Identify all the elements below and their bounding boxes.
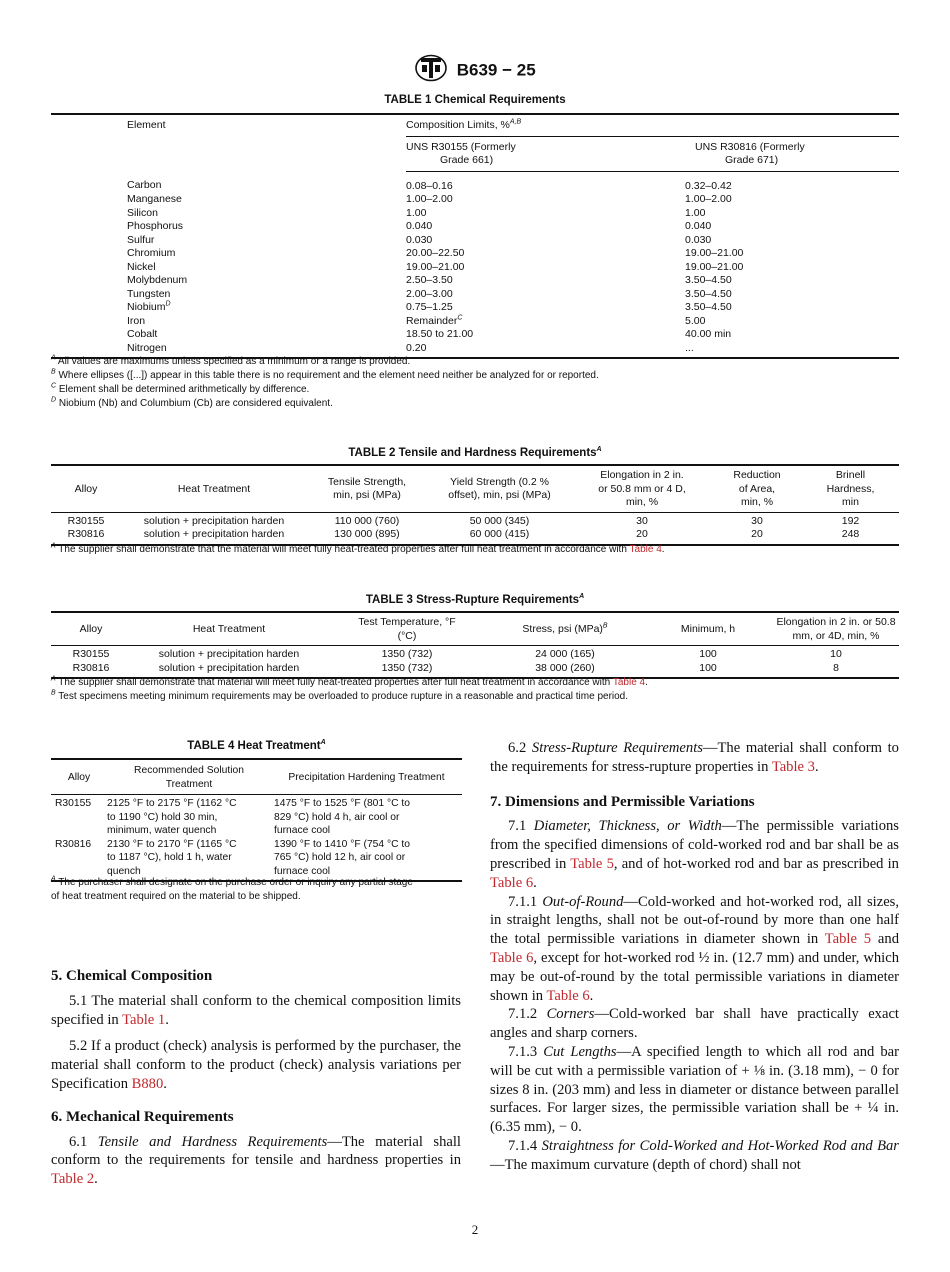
table2-cell: 30 xyxy=(636,514,648,527)
para-6-1: 6.1 Tensile and Hardness Requirements—The material shall conform to the requirements for tensile and hardness properties in Table 2. xyxy=(51,1133,461,1188)
table2-cell: 30 xyxy=(751,514,763,527)
table1-r30816-cell: 19.00–21.00 xyxy=(685,247,744,259)
table1-element-cell: Carbon xyxy=(127,179,162,191)
table2-cell: 50 000 (345) xyxy=(469,514,530,527)
table3-footnote-link[interactable]: Table 4 xyxy=(612,677,646,688)
table1-r30816-cell: 0.030 xyxy=(685,233,712,246)
table2-header-cell: Yield Strength (0.2 % offset), min, psi (MPa) xyxy=(427,465,572,512)
section5-heading: 5. Chemical Composition xyxy=(51,968,213,984)
table1-r30155-cell: 0.040 xyxy=(406,220,433,232)
right-column-text xyxy=(490,739,899,1175)
table1-element-cell: Niobium$^D$ xyxy=(127,300,171,313)
table4-caption: TABLE 4 Heat Treatment$^A$ xyxy=(187,739,326,752)
table1-r30155-cell: 2.00–3.00 xyxy=(406,287,453,300)
table-row xyxy=(51,315,899,329)
table3-cell: 8 xyxy=(773,662,899,679)
table1-element-cell: Tungsten xyxy=(127,287,171,300)
table2-cell: 60 000 (415) xyxy=(427,528,572,545)
table2-header-cell: Elongation in 2 in. or 50.8 mm or 4 D, min, % xyxy=(572,465,712,512)
left-column-text xyxy=(51,967,461,1189)
table1-r30816-cell: ... xyxy=(685,342,899,359)
table-row xyxy=(51,193,899,207)
para-5-2: 5.2 If a product (check) analysis is performed by the purchaser, the material shall conform to the product (check) analysis variations per Specification B880. xyxy=(51,1038,461,1092)
table4-header-alloy: Alloy xyxy=(67,771,91,783)
table1-r30816-cell: 40.00 min xyxy=(685,328,732,340)
table4-solution-cell: 2125 °F to 2175 °F (1162 °C to 1190 °C) hold 30 min, minimum, water quench xyxy=(107,798,237,836)
table2-cell: 192 xyxy=(841,514,860,527)
table4-alloy-cell: R30155 xyxy=(55,798,92,809)
table1-header-limits: Composition Limits, %$^{A,B}$ xyxy=(406,114,899,136)
section7-heading: 7. Dimensions and Permissible Variations xyxy=(490,793,755,810)
table2-caption: TABLE 2 Tensile and Hardness Requirements$^A$ xyxy=(348,446,602,459)
link-table5[interactable]: Table 5 xyxy=(824,931,872,948)
table3-header-cell: Minimum, h xyxy=(643,612,773,646)
para-6-2: 6.2 Stress-Rupture Requirements—The material shall conform to the requirements for stress-rupture properties in Table 3. xyxy=(490,740,899,775)
table1-r30155-cell: 18.50 to 21.00 xyxy=(406,328,474,340)
table3-cell: R30155 xyxy=(72,648,110,660)
table1-subheader-r30155: UNS R30155 (Formerly Grade 661) xyxy=(406,136,685,171)
table3-cell: 24 000 (165) xyxy=(535,648,595,660)
table2-cell: 20 xyxy=(712,528,802,545)
para-7-1-2: 7.1.2 Corners—Cold-worked bar shall have practically exact angles and sharp corners. xyxy=(490,1006,899,1042)
link-table2[interactable]: Table 2 xyxy=(51,1171,95,1188)
table2-cell: 110 000 (760) xyxy=(334,514,400,527)
table-row xyxy=(51,301,899,315)
table1-r30816-cell: 1.00–2.00 xyxy=(685,193,732,205)
table1-element-cell: Silicon xyxy=(127,206,158,219)
table1-r30155-cell: 0.08–0.16 xyxy=(406,179,453,192)
table2-cell: solution + precipitation harden xyxy=(143,514,285,527)
link-table6[interactable]: Table 6 xyxy=(546,987,590,1004)
table1-element-cell: Nitrogen xyxy=(127,342,406,359)
table1-r30816-cell: 3.50–4.50 xyxy=(685,301,732,313)
table3-cell: 38 000 (260) xyxy=(487,662,643,679)
table3-header-cell: Elongation in 2 in. or 50.8 mm, or 4D, min, % xyxy=(773,612,899,646)
table3-cell: R30816 xyxy=(51,662,131,679)
table-row xyxy=(51,220,899,234)
link-table6[interactable]: Table 6 xyxy=(490,874,534,891)
table3-cell: 1350 (732) xyxy=(381,648,433,660)
table3-cell: 100 xyxy=(699,648,717,660)
table1-r30155-cell: 1.00–2.00 xyxy=(406,193,453,205)
table2-cell: R30816 xyxy=(51,528,121,545)
table-row xyxy=(51,234,899,248)
table1-r30155-cell: 0.75–1.25 xyxy=(406,301,453,313)
table1-element-cell: Manganese xyxy=(127,193,182,205)
table2-cell: 248 xyxy=(802,528,899,545)
table2-header-cell: Alloy xyxy=(51,465,121,512)
table3-cell: 100 xyxy=(643,662,773,679)
table1-r30816-cell: 0.040 xyxy=(685,220,712,232)
link-table1[interactable]: Table 1 xyxy=(122,1011,166,1028)
table-row xyxy=(51,274,899,288)
para-7-1: 7.1 Diameter, Thickness, or Width—The permissible variations from the specified dimensions of cold-worked rod and bar shall be as prescribed in Table 5, and of hot-worked rod and bar as prescribed in Table 6. xyxy=(490,818,899,891)
link-table5[interactable]: Table 5 xyxy=(570,855,614,872)
table3 xyxy=(51,611,899,679)
table4-header-precipitation: Precipitation Hardening Treatment xyxy=(288,771,445,783)
table1-r30816-cell: 1.00 xyxy=(685,206,706,219)
table2-header-cell: Tensile Strength, min, psi (MPa) xyxy=(307,465,427,512)
section6-heading: 6. Mechanical Requirements xyxy=(51,1108,234,1125)
table4 xyxy=(51,758,462,882)
table2 xyxy=(51,464,899,546)
table1-element-cell: Nickel xyxy=(127,260,156,273)
table2-cell: 130 000 (895) xyxy=(307,528,427,545)
footnote: $^D$ Niobium (Nb) and Columbium (Cb) are considered equivalent. xyxy=(51,396,333,409)
page-header xyxy=(0,54,950,87)
table1-element-cell: Iron xyxy=(127,314,146,327)
table3-header-cell: Test Temperature, °F (°C) xyxy=(327,612,487,646)
table-row xyxy=(51,512,899,528)
table1-header-element: Element xyxy=(127,119,166,131)
table1-r30155-cell: 0.030 xyxy=(406,233,433,246)
footnote: $^C$ Element shall be determined arithmetically by difference. xyxy=(51,382,310,395)
table-row xyxy=(51,288,899,302)
table-row xyxy=(51,247,899,261)
table4-solution-cell: 2130 °F to 2170 °F (1165 °C to 1187 °C), hold 1 h, water quench xyxy=(107,838,271,882)
para-7-1-1: 7.1.1 Out-of-Round—Cold-worked and hot-worked rod, all sizes, in straight lengths, shall not be out-of-round by more than one half the total permissible variations in diameter shown in Table 5 and Table 6, except for hot-worked rod ½ in. (12.7 mm) and under, which may be out-of-round by the total permissible variations in diameter shown in Table 6. xyxy=(490,893,899,1004)
table1-element-cell: Phosphorus xyxy=(127,220,184,232)
table1-footnotes xyxy=(51,355,899,411)
footnote: $^A$ All values are maximums unless specified as a minimum or a range is provided. xyxy=(51,354,411,367)
document-designation: B639 − 25 xyxy=(456,60,536,80)
link-table6[interactable]: Table 6 xyxy=(490,949,534,966)
table3-caption: TABLE 3 Stress-Rupture Requirements$^A$ xyxy=(365,593,585,606)
table3-header-cell: Heat Treatment xyxy=(131,612,327,646)
page-number: 2 xyxy=(471,1222,479,1237)
table-row xyxy=(51,261,899,275)
table-row xyxy=(51,328,899,342)
table4-precipitation-cell: 1475 °F to 1525 °F (801 °C to 829 °C) hold 4 h, air cool or furnace cool xyxy=(274,798,410,836)
table2-footnote-link[interactable]: Table 4 xyxy=(629,544,662,555)
table1-r30155-cell: 2.50–3.50 xyxy=(406,274,453,286)
para-7-1-3: 7.1.3 Cut Lengths—A specified length to which all rod and bar will be cut with a permissible variation of + ⅛ in. (3.18 mm), − 0 for sizes 8 in. (203 mm) and less in diameter or distance between parallel surfaces. For larger sizes, the permissible variation shall be + ¼ in. (6.35 mm), − 0. xyxy=(490,1043,900,1136)
table2-header-cell: Reduction of Area, min, % xyxy=(712,465,802,512)
table1-r30816-cell: 0.32–0.42 xyxy=(685,179,732,192)
table1-r30155-cell: Remainder$^C$ xyxy=(406,314,463,327)
table4-footnote: $^A$ The purchaser shall designate on the purchase order or inquiry any partial stage of heat treatment required on the material to be shipped. xyxy=(51,875,413,902)
table1-r30816-cell: 19.00–21.00 xyxy=(685,260,744,273)
table1-r30155-cell: 1.00 xyxy=(406,206,427,219)
table1-r30155-cell: 19.00–21.00 xyxy=(406,260,465,273)
table1-r30816-cell: 5.00 xyxy=(685,314,706,327)
table4-precipitation-cell: 1390 °F to 1410 °F (754 °C to 765 °C) hold 12 h, air cool or furnace cool xyxy=(271,838,462,882)
table2-header-cell: Heat Treatment xyxy=(121,465,307,512)
table1-element-cell: Chromium xyxy=(127,247,176,259)
table-row xyxy=(51,838,462,882)
link-b880[interactable]: B880 xyxy=(131,1075,164,1092)
table3-cell: 10 xyxy=(830,648,842,660)
table3-cell: solution + precipitation harden xyxy=(131,662,327,679)
table4-alloy-cell: R30816 xyxy=(51,838,107,882)
para-7-1-4: 7.1.4 Straightness for Cold-Worked and Hot-Worked Rod and Bar—The maximum curvature (depth of chord) shall not xyxy=(490,1137,899,1173)
table1-element-cell: Cobalt xyxy=(127,328,158,340)
table1-r30155-cell: 20.00–22.50 xyxy=(406,247,465,259)
table1-r30816-cell: 3.50–4.50 xyxy=(685,274,732,286)
astm-logo-icon xyxy=(414,54,448,87)
table2-footnote: $^A$ The supplier shall demonstrate that the material will meet fully heat-treated properties after full heat treatment in accordance with Table 4. xyxy=(51,542,665,555)
table-row xyxy=(51,795,462,838)
table1-subheader-r30816: UNS R30816 (Formerly Grade 671) xyxy=(685,136,899,171)
table1 xyxy=(51,113,899,359)
table3-header-cell: Alloy xyxy=(51,612,131,646)
table1-caption: TABLE 1 Chemical Requirements xyxy=(384,94,566,106)
para-5-1: 5.1 The material shall conform to the chemical composition limits specified in Table 1. xyxy=(51,992,461,1028)
table1-element-cell: Molybdenum xyxy=(127,274,188,286)
table1-element-cell: Sulfur xyxy=(127,233,155,246)
footnote: $^B$ Where ellipses ([...]) appear in this table there is no requirement and the element need neither be analyzed for or reported. xyxy=(51,368,599,381)
table3-header-cell: Stress, psi (MPa)$^B$ xyxy=(487,612,643,646)
link-table3[interactable]: Table 3 xyxy=(771,758,815,775)
table-row xyxy=(51,207,899,221)
table2-cell: solution + precipitation harden xyxy=(121,528,307,545)
table3-cell: 1350 (732) xyxy=(327,662,487,679)
table1-r30155-cell: 0.20 xyxy=(406,342,685,359)
table3-cell: solution + precipitation harden xyxy=(158,648,300,660)
table-row xyxy=(51,171,899,193)
table2-cell: 20 xyxy=(572,528,712,545)
table-row xyxy=(51,646,899,662)
table1-r30816-cell: 3.50–4.50 xyxy=(685,287,732,300)
table2-cell: R30155 xyxy=(67,514,105,527)
table4-header-solution: Recommended Solution Treatment xyxy=(134,765,244,790)
table2-header-cell: Brinell Hardness, min xyxy=(802,465,899,512)
table3-footnotes: $^A$ The supplier shall demonstrate that material will meet fully heat-treated properties after full heat treatment in accordance with Table 4. $^B$ Test specimens meeting minimum requirements may be overloaded to produce rupture in a reasonable and practical time period. xyxy=(51,675,648,702)
